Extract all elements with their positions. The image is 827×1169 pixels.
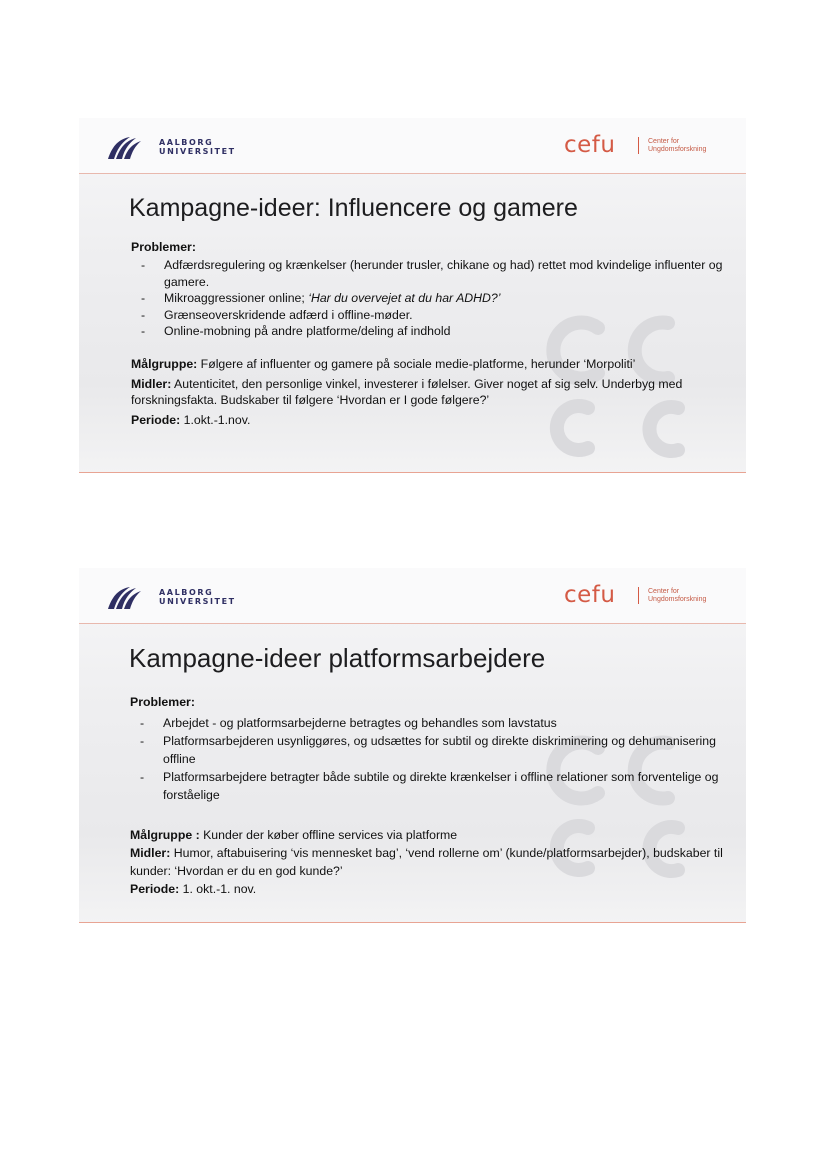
problem-text: Platformsarbejdere betragter både subtile og direkte krænkelser i offline relationer som forventelige og forståelige: [163, 770, 719, 802]
period-text: 1.okt.-1.nov.: [180, 412, 251, 427]
cefu-sub-line-2: Ungdomsforskning: [648, 146, 707, 153]
list-item: - Adfærdsregulering og krænkelser (herunder trusler, chikane og had) rettet mod kvindelige influenter og gamere.: [141, 258, 723, 289]
aau-wordmark: [159, 588, 236, 606]
period: [131, 412, 731, 428]
means-text: Humor, aftabuisering ‘vis mennesket bag’, ‘vend rollerne om’ (kunde/platformsarbejder), budskaber til kunder: ‘Hvordan er du en god kunde?’: [130, 846, 723, 878]
problems-list: [131, 257, 731, 340]
problems-list: [130, 714, 730, 804]
slide-title: Kampagne-ideer: Influencere og gamere: [129, 194, 578, 222]
target-group: [130, 826, 730, 844]
period-label: Periode:: [130, 882, 180, 896]
target-text: Kunder der køber offline services via platforme: [199, 828, 458, 842]
aau-line-1: AALBORG: [159, 588, 214, 597]
target-text: Følgere af influenter og gamere på sociale medie-platforme, herunder ‘Morpoliti’: [197, 356, 636, 371]
problem-text: Online-mobning på andre platforme/deling af indhold: [164, 324, 451, 338]
list-item: - Arbejdet - og platformsarbejderne betragtes og behandles som lavstatus: [140, 716, 557, 730]
period: [130, 880, 730, 898]
list-item: - Platformsarbejderen usynliggøres, og udsættes for subtil og direkte diskriminering og dehumanisering offline: [140, 734, 716, 766]
problem-text: Grænseoverskridende adfærd i offline-møder.: [164, 307, 413, 322]
cefu-subtitle: [648, 138, 706, 154]
cefu-logo: cefu: [564, 582, 616, 608]
aau-logo-icon: [106, 585, 142, 611]
aau-line-1: AALBORG: [159, 138, 214, 147]
aau-line-2: UNIVERSITET: [159, 147, 236, 156]
slide-2: [79, 568, 746, 923]
cefu-separator: [638, 137, 639, 154]
problem-text: Arbejdet - og platformsarbejderne betragtes og behandles som lavstatus: [163, 716, 557, 730]
slide-body: [131, 239, 731, 432]
target-group: [131, 356, 731, 372]
target-label: Målgruppe:: [131, 356, 198, 371]
slide-title: Kampagne-ideer platformsarbejdere: [129, 643, 546, 673]
slide-bottom-rule: [79, 472, 746, 473]
aau-logo-icon: [106, 135, 142, 161]
list-item: - Mikroaggressioner online; ‘Har du overvejet at du har ADHD?’: [141, 291, 501, 305]
cefu-sub-line-1: Center for: [648, 138, 680, 145]
cefu-subtitle: [648, 588, 706, 604]
period-label: Periode:: [131, 412, 181, 427]
means: [131, 376, 731, 408]
means-label: Midler:: [130, 846, 171, 860]
slide-header: [79, 568, 746, 624]
problems-heading: Problemer:: [131, 240, 196, 254]
cefu-sub-line-1: Center for: [648, 588, 680, 595]
aau-wordmark: [159, 138, 236, 156]
problem-text: Mikroaggressioner online;: [164, 291, 309, 305]
target-label: Målgruppe :: [130, 828, 200, 842]
slide-header: [79, 118, 746, 174]
cefu-sub-line-2: Ungdomsforskning: [648, 596, 707, 603]
cefu-logo: cefu: [564, 132, 616, 158]
problem-quote: ‘Har du overvejet at du har ADHD?’: [308, 291, 501, 305]
cefu-separator: [638, 587, 639, 604]
slide-body: [130, 694, 730, 898]
means: [130, 844, 730, 880]
slide-1: [79, 118, 746, 473]
problem-text: Platformsarbejderen usynliggøres, og udsættes for subtil og direkte diskriminering og dehumanisering offline: [163, 734, 716, 766]
list-item: - Platformsarbejdere betragter både subtile og direkte krænkelser i offline relationer som forventelige og forståelige: [140, 770, 719, 802]
slide-bottom-rule: [79, 922, 746, 923]
problems-heading: Problemer:: [130, 695, 195, 709]
list-item: - Online-mobning på andre platforme/deling af indhold: [141, 324, 451, 338]
means-text: Autenticitet, den personlige vinkel, investerer i følelser. Giver noget af sig selv. Underbyg med forskningsfakta. Budskaber til følgere ‘Hvordan er I gode følgere?’: [131, 376, 683, 407]
period-text: 1. okt.-1. nov.: [179, 882, 257, 896]
list-item: - Grænseoverskridende adfærd i offline-møder.: [141, 307, 413, 322]
problem-text: Adfærdsregulering og krænkelser (herunder trusler, chikane og had) rettet mod kvindelige influenter og gamere.: [164, 258, 723, 289]
aau-line-2: UNIVERSITET: [159, 597, 236, 606]
means-label: Midler:: [131, 376, 172, 391]
